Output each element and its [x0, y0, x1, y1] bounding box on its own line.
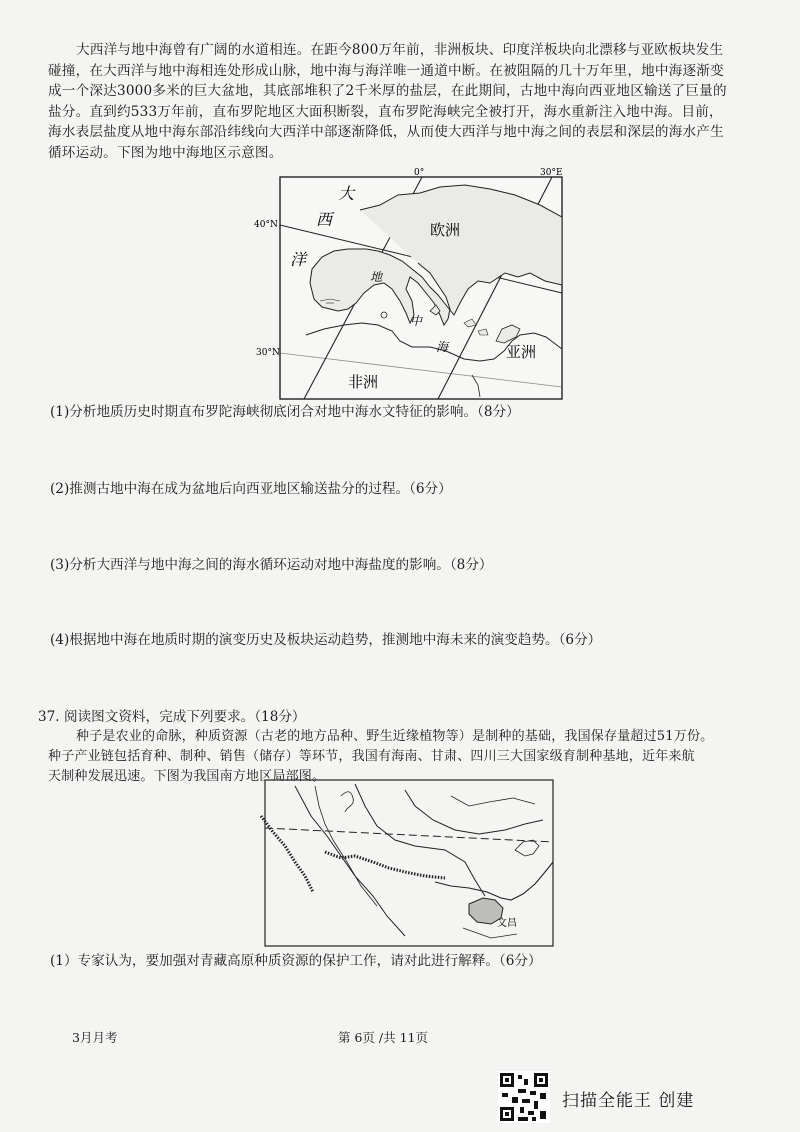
lat-30n-label: 30°N [256, 348, 280, 358]
question-36-4: (4)根据地中海在地质时期的演变历史及板块运动趋势，推测地中海未来的演变趋势。（6分） [50, 632, 602, 648]
wenchang-label: 文昌 [497, 918, 517, 929]
sea-label-3: 海 [436, 340, 449, 354]
south-china-map [255, 776, 565, 952]
passage-37-line: 种子产业链包括育种、制种、销售（储存）等环节，我国有海南、甘肃、四川三大国家级育制种基地，近年来航 [48, 749, 695, 764]
asia-label: 亚洲 [506, 343, 537, 361]
lat-40n-label: 40°N [254, 220, 278, 230]
ocean-label-1: 大 [338, 184, 355, 203]
passage-line: 碰撞，在大西洋与地中海相连处形成山脉，地中海与海洋唯一通道中断。在被阻隔的几十万年里，地中海逐渐变 [48, 62, 724, 79]
question-36-1: (1)分析地质历史时期直布罗陀海峡彻底闭合对地中海水文特征的影响。（8分） [50, 404, 520, 420]
question-37-heading: 37. 阅读图文资料，完成下列要求。（18分） [38, 709, 306, 725]
passage-line: 成一个深达3000多米的巨大盆地，其底部堆积了2千米厚的盐层，在此期间，古地中海向西亚地区输送了巨量的 [48, 83, 727, 100]
question-37-1: (1）专家认为，要加强对青藏高原种质资源的保护工作，请对此进行解释。（6分） [50, 953, 542, 969]
lon-30e-label: 30°E [540, 168, 563, 178]
passage-line: 海水表层盐度从地中海东部沿纬线向大西洋中部逐渐降低，从而使大西洋与地中海之间的表层和深层的海水产生 [48, 124, 724, 141]
qr-code-icon [498, 1071, 550, 1123]
passage-line: 循环运动。下图为地中海地区示意图。 [48, 145, 283, 161]
passage-37-line: 天制种发展迅速。下图为我国南方地区局部图。 [48, 769, 326, 784]
passage-37-line: 种子是农业的命脉，种质资源（古老的地方品种、野生近缘植物等）是制种的基础，我国保存量超过51万份。 [76, 729, 714, 744]
sea-label-1: 地 [370, 270, 383, 284]
footer-page-number: 第 6页 /共 11页 [338, 1030, 428, 1045]
question-36-2: (2)推测古地中海在成为盆地后向西亚地区输送盐分的过程。（6分） [50, 481, 452, 497]
mediterranean-map [250, 165, 580, 402]
ocean-label-3: 洋 [290, 250, 307, 269]
passage-line: 大西洋与地中海曾有广阔的水道相连。在距今800万年前，非洲板块、印度洋板块向北漂移与亚欧板块发生 [76, 42, 724, 58]
footer-exam-name: 3月月考 [72, 1030, 118, 1045]
question-36-3: (3)分析大西洋与地中海之间的海水循环运动对地中海盐度的影响。（8分） [50, 557, 493, 573]
scanner-watermark-text: 扫描全能王 创建 [562, 1091, 695, 1111]
passage-line: 盐分。直到约533万年前，直布罗陀地区大面积断裂，直布罗陀海峡完全被打开，海水重新注入地中海。目前， [48, 103, 723, 120]
sea-label-2: 中 [410, 314, 423, 328]
ocean-label-2: 西 [316, 210, 333, 229]
europe-label: 欧洲 [430, 221, 461, 239]
africa-label: 非洲 [348, 373, 379, 391]
lon-0-label: 0° [414, 168, 425, 178]
